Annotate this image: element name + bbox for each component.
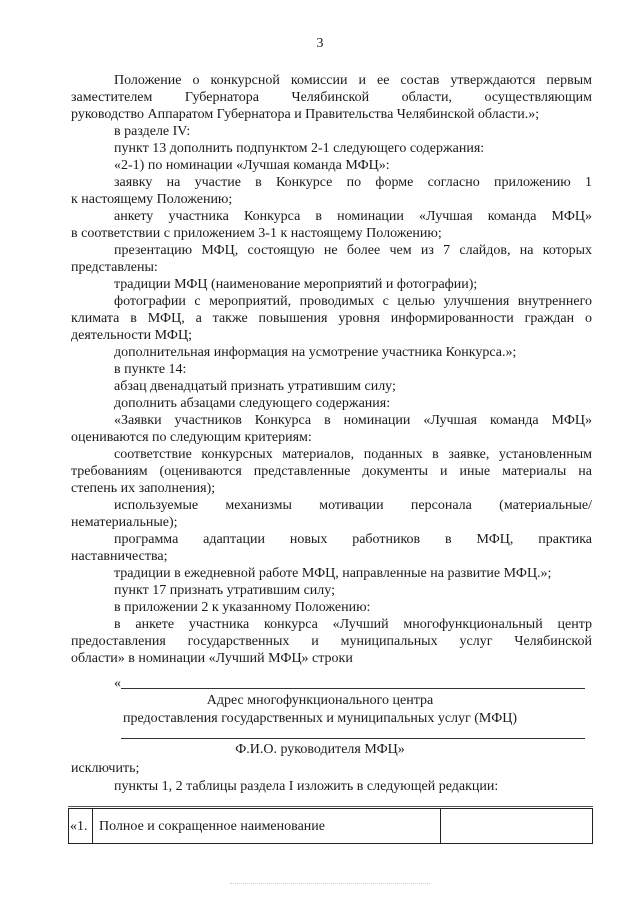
body-line: руководство Аппаратом Губернатора и Правительства Челябинской области.»; — [71, 107, 540, 122]
replacement-table — [68, 808, 593, 844]
body-line: степень их заполнения); — [71, 481, 216, 496]
body-line: презентацию МФЦ, состоящую не более чем из 7 слайдов, на которых — [114, 243, 592, 258]
body-line: оцениваются по следующим критериям: — [71, 430, 312, 445]
body-line: абзац двенадцатый признать утратившим силу; — [114, 379, 396, 394]
body-line: используемые механизмы мотивации персонала (материальные/ — [114, 498, 592, 513]
table-row-label: Полное и сокращенное наименование — [99, 819, 325, 834]
body-text — [71, 73, 592, 668]
body-line: в разделе IV: — [114, 124, 191, 139]
address-blank-line — [121, 688, 585, 689]
body-line: в приложении 2 к указанному Положению: — [114, 600, 371, 615]
body-line: к настоящему Положению; — [71, 192, 233, 207]
table-cell-number — [69, 809, 93, 843]
body-line: традиции МФЦ (наименование мероприятий и фотографии); — [114, 277, 478, 292]
body-line: дополнить абзацами следующего содержания: — [114, 396, 391, 411]
body-line: климата в МФЦ, а также повышения уровня информированности граждан о — [71, 311, 592, 326]
body-line: традиции в ежедневной работе МФЦ, направленные на развитие МФЦ.»; — [114, 566, 552, 581]
body-line: соответствие конкурсных материалов, поданных в заявке, установленным — [114, 447, 592, 462]
body-line: наставничества; — [71, 549, 168, 564]
director-blank-line — [121, 738, 585, 739]
body-line: программа адаптации новых работников в МФЦ, практика — [114, 532, 592, 547]
page-number: 3 — [316, 36, 324, 51]
table-cell-value — [440, 809, 592, 843]
body-line: заместителем Губернатора Челябинской области, осуществляющим — [71, 90, 592, 105]
address-caption-1: Адрес многофункционального центра — [206, 693, 434, 708]
director-caption: Ф.И.О. руководителя МФЦ» — [235, 742, 405, 757]
body-line: заявку на участие в Конкурсе по форме согласно приложению 1 — [114, 175, 592, 190]
body-line: предоставления государственных и муниципальных услуг Челябинской — [71, 634, 592, 649]
body-line: анкету участника Конкурса в номинации «Лучшая команда МФЦ» — [114, 209, 592, 224]
body-line: «Заявки участников Конкурса в номинации «Лучшая команда МФЦ» — [114, 413, 592, 428]
body-line: в пункте 14: — [114, 362, 187, 377]
body-line: области» в номинации «Лучший МФЦ» строки — [71, 651, 353, 666]
body-line: в анкете участника конкурса «Лучший многофункциональный центр — [114, 617, 592, 632]
body-line: «2-1) по номинации «Лучшая команда МФЦ»: — [114, 158, 390, 173]
table-top-rule — [68, 806, 593, 807]
table-cell-label — [92, 809, 441, 843]
body-line: в соответствии с приложением 3-1 к настоящему Положению; — [71, 226, 442, 241]
body-line: деятельности МФЦ; — [71, 328, 192, 343]
faint-footer-mark — [230, 883, 430, 886]
table-row-number: «1. — [70, 819, 88, 834]
body-line: требованиям (оцениваются представленные документы и иные материалы на — [71, 464, 592, 479]
body-line: дополнительная информация на усмотрение участника Конкурса.»; — [114, 345, 517, 360]
body-line: фотографии с мероприятий, проводимых с целью улучшения внутреннего — [114, 294, 592, 309]
body-line: нематериальные); — [71, 515, 178, 530]
body-line: Положение о конкурсной комиссии и ее состав утверждаются первым — [114, 73, 592, 88]
address-blank-quote: « — [114, 676, 121, 691]
body-line: пункт 17 признать утратившим силу; — [114, 583, 335, 598]
table-intro-text: пункты 1, 2 таблицы раздела I изложить в следующей редакции: — [114, 779, 499, 794]
body-line: пункт 13 дополнить подпунктом 2-1 следующего содержания: — [114, 141, 485, 156]
exclude-text: исключить; — [71, 761, 140, 776]
body-line: представлены: — [71, 260, 158, 275]
address-caption-2: предоставления государственных и муниципальных услуг (МФЦ) — [122, 711, 518, 726]
